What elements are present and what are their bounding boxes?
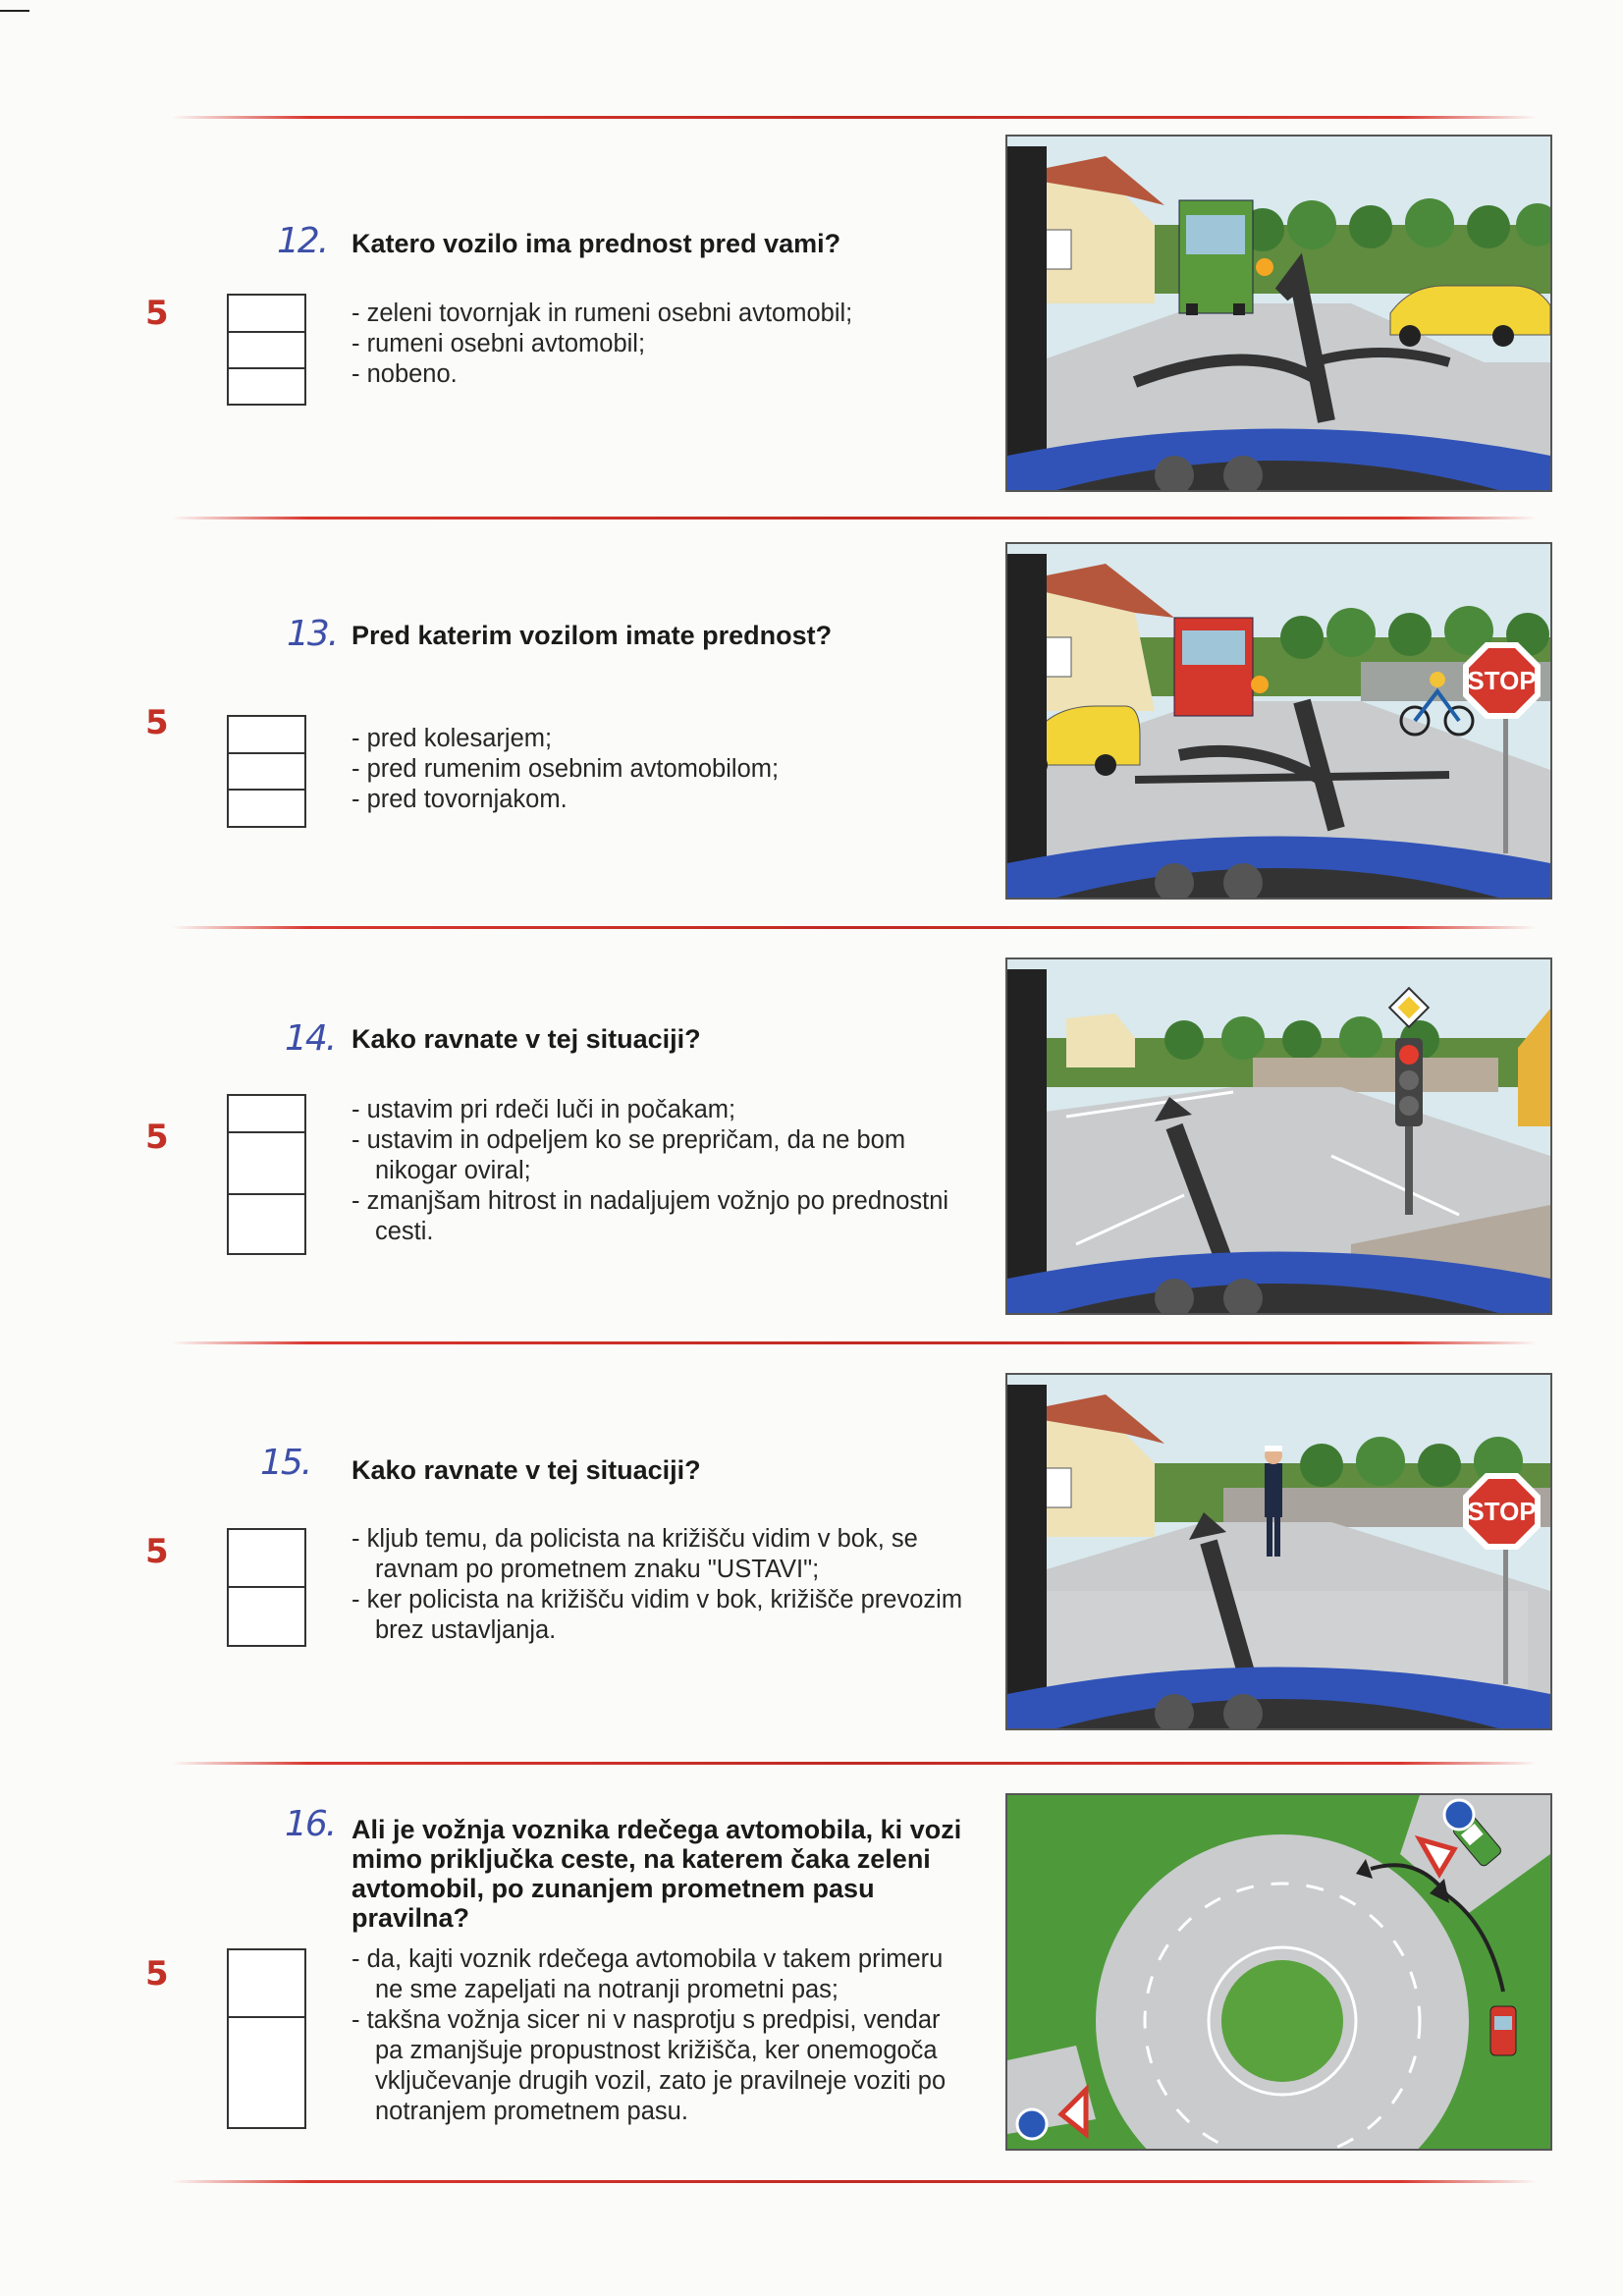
- answer-list: [352, 1944, 972, 2127]
- question-text: Kako ravnate v tej situaciji?: [352, 1024, 701, 1054]
- points-label: 5: [145, 1118, 169, 1157]
- traffic-scene-illustration: [1005, 135, 1552, 492]
- answer-checkbox[interactable]: [229, 369, 304, 404]
- points-label: 5: [145, 1954, 169, 1994]
- answer-checkbox[interactable]: [229, 1096, 304, 1133]
- divider: [172, 116, 1537, 119]
- answer-option: - da, kajti voznik rdečega avtomobila v takem primeru ne sme zapeljati na notranji prometni pas;: [352, 1945, 944, 2003]
- answer-checkbox[interactable]: [229, 2018, 304, 2127]
- answer-checkbox[interactable]: [229, 1588, 304, 1645]
- corner-mark: [0, 10, 29, 12]
- answer-list: [352, 1524, 972, 1646]
- question-text: Kako ravnate v tej situaciji?: [352, 1455, 701, 1485]
- answer-checkbox[interactable]: [229, 717, 304, 754]
- divider: [172, 517, 1537, 519]
- question-number: 13.: [287, 614, 338, 654]
- answer-checkbox[interactable]: [229, 754, 304, 791]
- answer-checkbox[interactable]: [229, 296, 304, 333]
- points-label: 5: [145, 294, 169, 333]
- points-label: 5: [145, 1532, 169, 1571]
- answer-checkboxes: [227, 1094, 306, 1255]
- answer-option: - kljub temu, da policista na križišču vidim v bok, se ravnam po prometnem znaku "USTAVI";: [352, 1525, 918, 1583]
- answer-checkbox[interactable]: [229, 1133, 304, 1195]
- stop-sign-text: STOP: [1467, 1497, 1537, 1526]
- answer-checkbox[interactable]: [229, 1195, 304, 1253]
- answer-checkboxes: [227, 715, 306, 828]
- question-text: Pred katerim vozilom imate prednost?: [352, 621, 833, 650]
- answer-checkbox[interactable]: [229, 1530, 304, 1588]
- answer-option: - pred rumenim osebnim avtomobilom;: [352, 755, 780, 783]
- answer-checkbox[interactable]: [229, 791, 304, 826]
- divider: [172, 2180, 1537, 2183]
- answer-option: - rumeni osebni avtomobil;: [352, 330, 646, 357]
- traffic-scene-illustration: [1005, 1373, 1552, 1730]
- answer-checkboxes: [227, 1948, 306, 2129]
- answer-checkbox[interactable]: [229, 1950, 304, 2018]
- answer-list: [352, 299, 972, 390]
- answer-list: [352, 1095, 972, 1247]
- question-text: Ali je vožnja voznika rdečega avtomobila, ki vozi mimo priključka ceste, na katerem čaka zeleni avtomobil, po zunanjem prometnem pasu pravilna?: [352, 1815, 962, 1933]
- answer-checkbox[interactable]: [229, 333, 304, 369]
- answer-option: - ker policista na križišču vidim v bok, križišče prevozim brez ustavljanja.: [352, 1586, 963, 1644]
- answer-option: - ustavim in odpeljem ko se prepričam, da ne bom nikogar oviral;: [352, 1126, 906, 1184]
- question-number: 12.: [277, 221, 328, 261]
- answer-option: - nobeno.: [352, 360, 458, 388]
- question-number: 15.: [260, 1443, 311, 1483]
- answer-option: - pred kolesarjem;: [352, 725, 553, 752]
- answer-option: - ustavim pri rdeči luči in počakam;: [352, 1096, 736, 1123]
- answer-checkboxes: [227, 1528, 306, 1647]
- answer-option: - zeleni tovornjak in rumeni osebni avtomobil;: [352, 300, 853, 327]
- answer-list: [352, 724, 972, 815]
- divider: [172, 926, 1537, 929]
- question-number: 14.: [285, 1018, 336, 1059]
- roundabout-illustration: [1005, 1793, 1552, 2151]
- divider: [172, 1341, 1537, 1344]
- answer-option: - zmanjšam hitrost in nadaljujem vožnjo po prednostni cesti.: [352, 1187, 949, 1245]
- question-text: Katero vozilo ima prednost pred vami?: [352, 229, 841, 258]
- stop-sign-text: STOP: [1467, 666, 1537, 695]
- answer-option: - pred tovornjakom.: [352, 786, 568, 813]
- points-label: 5: [145, 703, 169, 742]
- divider: [172, 1762, 1537, 1765]
- traffic-scene-illustration: [1005, 957, 1552, 1315]
- answer-checkboxes: [227, 294, 306, 406]
- question-number: 16.: [285, 1804, 336, 1844]
- answer-option: - takšna vožnja sicer ni v nasprotju s predpisi, vendar pa zmanjšuje propustnost križišča, ker onemogoča vključevanje drugih vozil, zato je pravilneje voziti po notranjem prometnem pasu.: [352, 2006, 947, 2125]
- traffic-scene-illustration: [1005, 542, 1552, 900]
